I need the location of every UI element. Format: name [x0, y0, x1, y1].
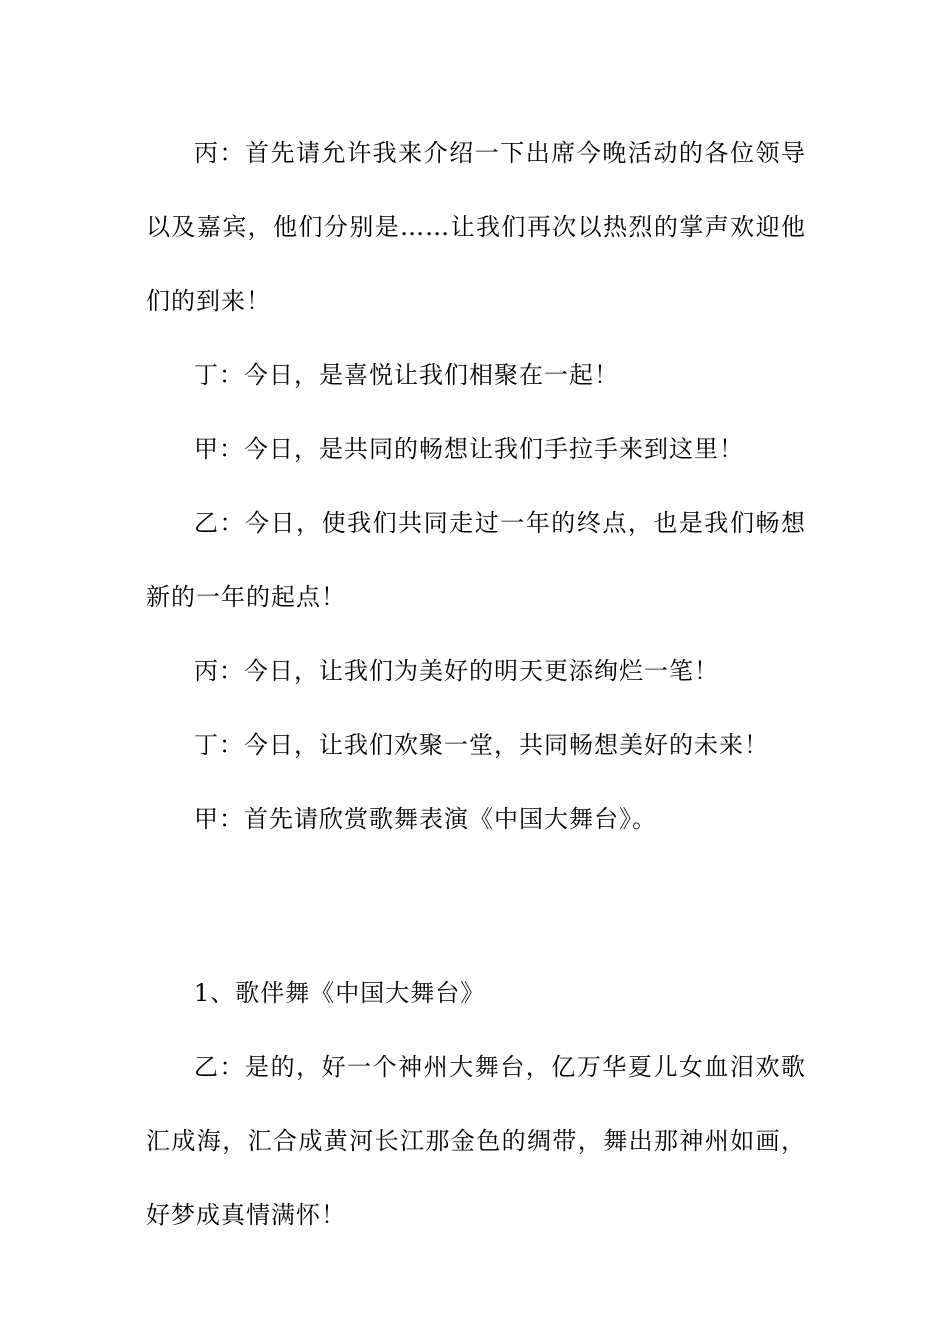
dialogue-paragraph: 丁：今日，是喜悦让我们相聚在一起！: [194, 361, 619, 389]
dialogue-paragraph: 丙：首先请允许我来介绍一下出席今晚活动的各位领导以及嘉宾，他们分别是……让我们再次以热烈的掌声欢迎他们的到来！: [146, 139, 806, 315]
dialogue-paragraph: 丙：今日，让我们为美好的明天更添绚烂一笔！: [194, 657, 719, 685]
dialogue-paragraph: 丁：今日，让我们欢聚一堂，共同畅想美好的未来！: [194, 731, 769, 759]
dialogue-paragraph: 乙：今日，使我们共同走过一年的终点，也是我们畅想新的一年的起点！: [146, 509, 806, 611]
document-body: [146, 116, 806, 1252]
dialogue-paragraph: 乙：是的，好一个神州大舞台，亿万华夏儿女血泪欢歌汇成海，汇合成黄河长江那金色的绸带，舞出那神州如画，好梦成真情满怀！: [146, 1053, 806, 1229]
dialogue-paragraph: 甲：首先请欣赏歌舞表演《中国大舞台》。: [194, 805, 657, 833]
dialogue-paragraph: 甲：今日，是共同的畅想让我们手拉手来到这里！: [194, 435, 744, 463]
section-heading: 1、歌伴舞《中国大舞台》: [194, 979, 486, 1007]
blank-line: [146, 856, 806, 956]
